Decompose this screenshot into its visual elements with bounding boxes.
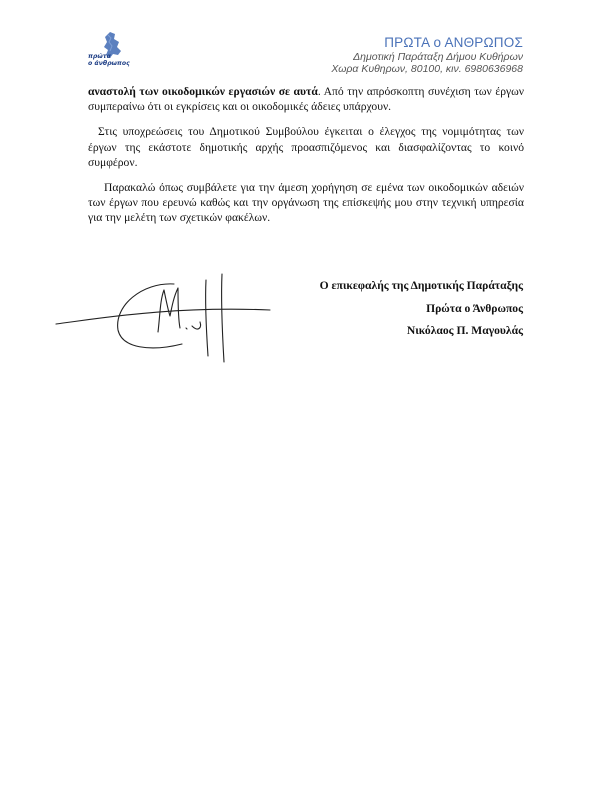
- party-address: Χωρα Κυθηρων, 80100, κιν. 6980636968: [331, 63, 523, 75]
- signature-block: [320, 275, 523, 343]
- party-logo-icon: [88, 30, 136, 74]
- signatory-title: Ο επικεφαλής της Δημοτικής Παράταξης: [319, 279, 523, 292]
- bold-phrase: αναστολή των οικοδομικών εργασιών σε αυτά: [88, 85, 318, 98]
- logo-text: πρώτα ο άνθρωπος: [88, 53, 130, 67]
- handwritten-signature: [22, 266, 272, 372]
- paragraph-3: Παρακαλώ όπως συμβάλετε για την άμεση χορήγηση σε εμένα των οικοδομικών αδειών των έργων που ερευνώ καθώς και την οργάνωση της επίσκεψής μου στην τεχνική υπηρεσία για την μελέτη των σχετικών φακέλων.: [88, 181, 524, 225]
- party-name: ΠΡΩΤΑ ο ΑΝΘΡΩΠΟΣ: [384, 35, 523, 50]
- signatory-party: Πρώτα ο Άνθρωπος: [426, 301, 523, 315]
- paragraph-1-rest: . Από την απρόσκοπτη συνέχιση των έργων συμπεραίνω ότι οι εγκρίσεις και οι οικοδομικές άδειες υπάρχουν.: [88, 85, 524, 114]
- paragraph-1: [88, 84, 524, 114]
- letterhead: [331, 35, 523, 75]
- signatory-name: Νικόλαος Π. Μαγουλάς: [406, 324, 523, 337]
- party-subtitle: Δημοτική Παράταξη Δήμου Κυθήρων: [353, 51, 523, 63]
- letter-body: [88, 84, 524, 236]
- paragraph-2: Στις υποχρεώσεις του Δημοτικού Συμβούλου έγκειται ο έλεγχος της νομιμότητας των έργων της εκάστοτε δημοτικής αρχής προασπιζόμενος και διασφαλίζοντας το κοινό συμφέρον.: [88, 125, 524, 169]
